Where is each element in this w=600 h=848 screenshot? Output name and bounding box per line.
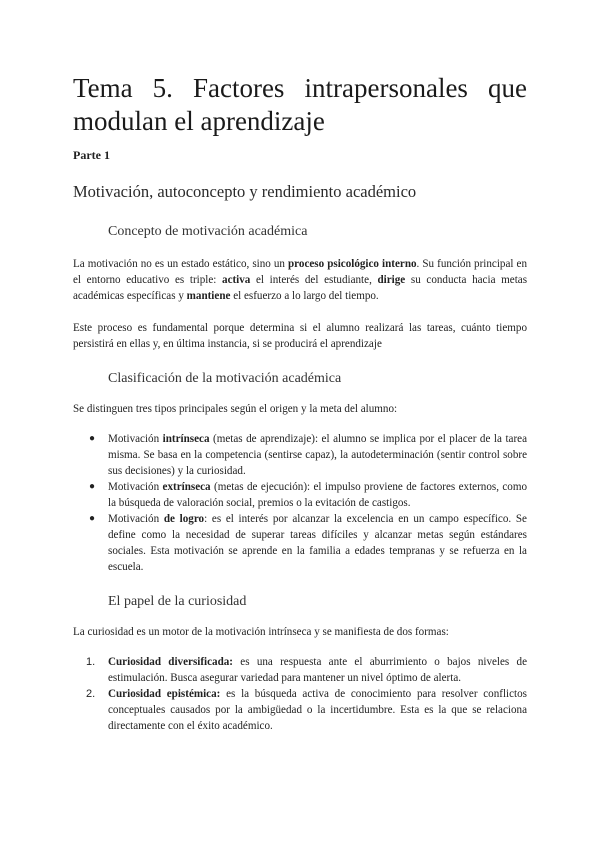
title-line-1: Tema 5. Factores intrapersonales que	[73, 73, 527, 103]
text-run: (metas de aprendizaje): el alumno se implica por el placer de la tarea misma. Se basa en la competencia (sentirse capaz), la autodeterminación (sentir control sobre sus decisiones) y la curiosidad.	[108, 433, 527, 477]
text-run: Motivación	[108, 481, 163, 493]
concept-paragraph-1	[73, 256, 527, 304]
list-item	[86, 654, 527, 686]
concept-heading: Concepto de motivación académica	[108, 224, 308, 239]
text-run: es una respuesta ante el aburrimiento o bajos niveles de estimulación. Busca asegurar variedad para mantener un nivel óptimo de alerta.	[108, 656, 527, 684]
page-title	[73, 72, 527, 138]
section-heading: Motivación, autoconcepto y rendimiento académico	[73, 182, 417, 201]
bold-run: mantiene	[186, 290, 231, 302]
bullet-icon: ●	[89, 433, 96, 444]
text-run: La motivación no es un estado estático, sino un	[73, 258, 289, 270]
bold-run: Curiosidad diversificada:	[108, 656, 234, 668]
bold-run: extrínseca	[162, 481, 211, 493]
list-item	[86, 686, 527, 734]
bold-run: Curiosidad epistémica:	[108, 688, 221, 700]
text-run: : es el interés por alcanzar la excelencia en un campo específico. Se define como la necesidad de superar tareas difíciles y alcanzar metas según estándares sociales. Esta motivación se aprende en la familia a edades tempranas y se refuerza en la escuela.	[108, 513, 527, 573]
concept-paragraph-2: Este proceso es fundamental porque determina si el alumno realizará las tareas, cuánto tiempo persistirá en ellas y, en última instancia, si se producirá el aprendizaje	[73, 322, 527, 350]
curiosity-list	[73, 654, 527, 734]
text-run: (metas de ejecución): el impulso proviene de factores externos, como la búsqueda de valoración social, premios o la evitación de castigos.	[108, 481, 528, 509]
curiosity-lead: La curiosidad es un motor de la motivación intrínseca y se manifiesta de dos formas:	[73, 626, 449, 638]
text-run: es la búsqueda activa de conocimiento para resolver conflictos conceptuales causados por la ambigüedad o la incertidumbre. Esta es la que se relaciona directamente con el éxito académico.	[108, 688, 527, 732]
text-run: el interés del estudiante,	[250, 274, 378, 286]
list-item	[89, 511, 527, 575]
text-run: Motivación	[108, 513, 164, 525]
text-run: el esfuerzo a lo largo del tiempo.	[230, 290, 379, 302]
title-line-2: modulan el aprendizaje	[73, 106, 325, 136]
text-run: su conducta hacia metas académicas específicas y	[73, 274, 528, 302]
bullet-icon: ●	[89, 513, 96, 524]
document-page	[73, 72, 527, 734]
bold-run: dirige	[377, 274, 406, 286]
classification-lead: Se distinguen tres tipos principales según el origen y la meta del alumno:	[73, 403, 398, 415]
list-number: 2.	[86, 688, 96, 700]
bold-run: activa	[222, 274, 251, 286]
list-number: 1.	[86, 656, 96, 668]
classification-list	[73, 431, 527, 575]
bold-run: proceso psicológico interno	[288, 258, 417, 270]
list-item	[89, 431, 527, 479]
text-run: . Su función principal en el entorno educativo es triple:	[73, 258, 527, 286]
bold-run: intrínseca	[162, 433, 210, 445]
part-label: Parte 1	[73, 148, 110, 162]
bold-run: de logro	[163, 513, 205, 525]
curiosity-heading: El papel de la curiosidad	[108, 594, 247, 609]
list-item	[89, 479, 528, 511]
classification-heading: Clasificación de la motivación académica	[108, 371, 342, 386]
text-run: Motivación	[108, 433, 163, 445]
bullet-icon: ●	[89, 481, 96, 492]
